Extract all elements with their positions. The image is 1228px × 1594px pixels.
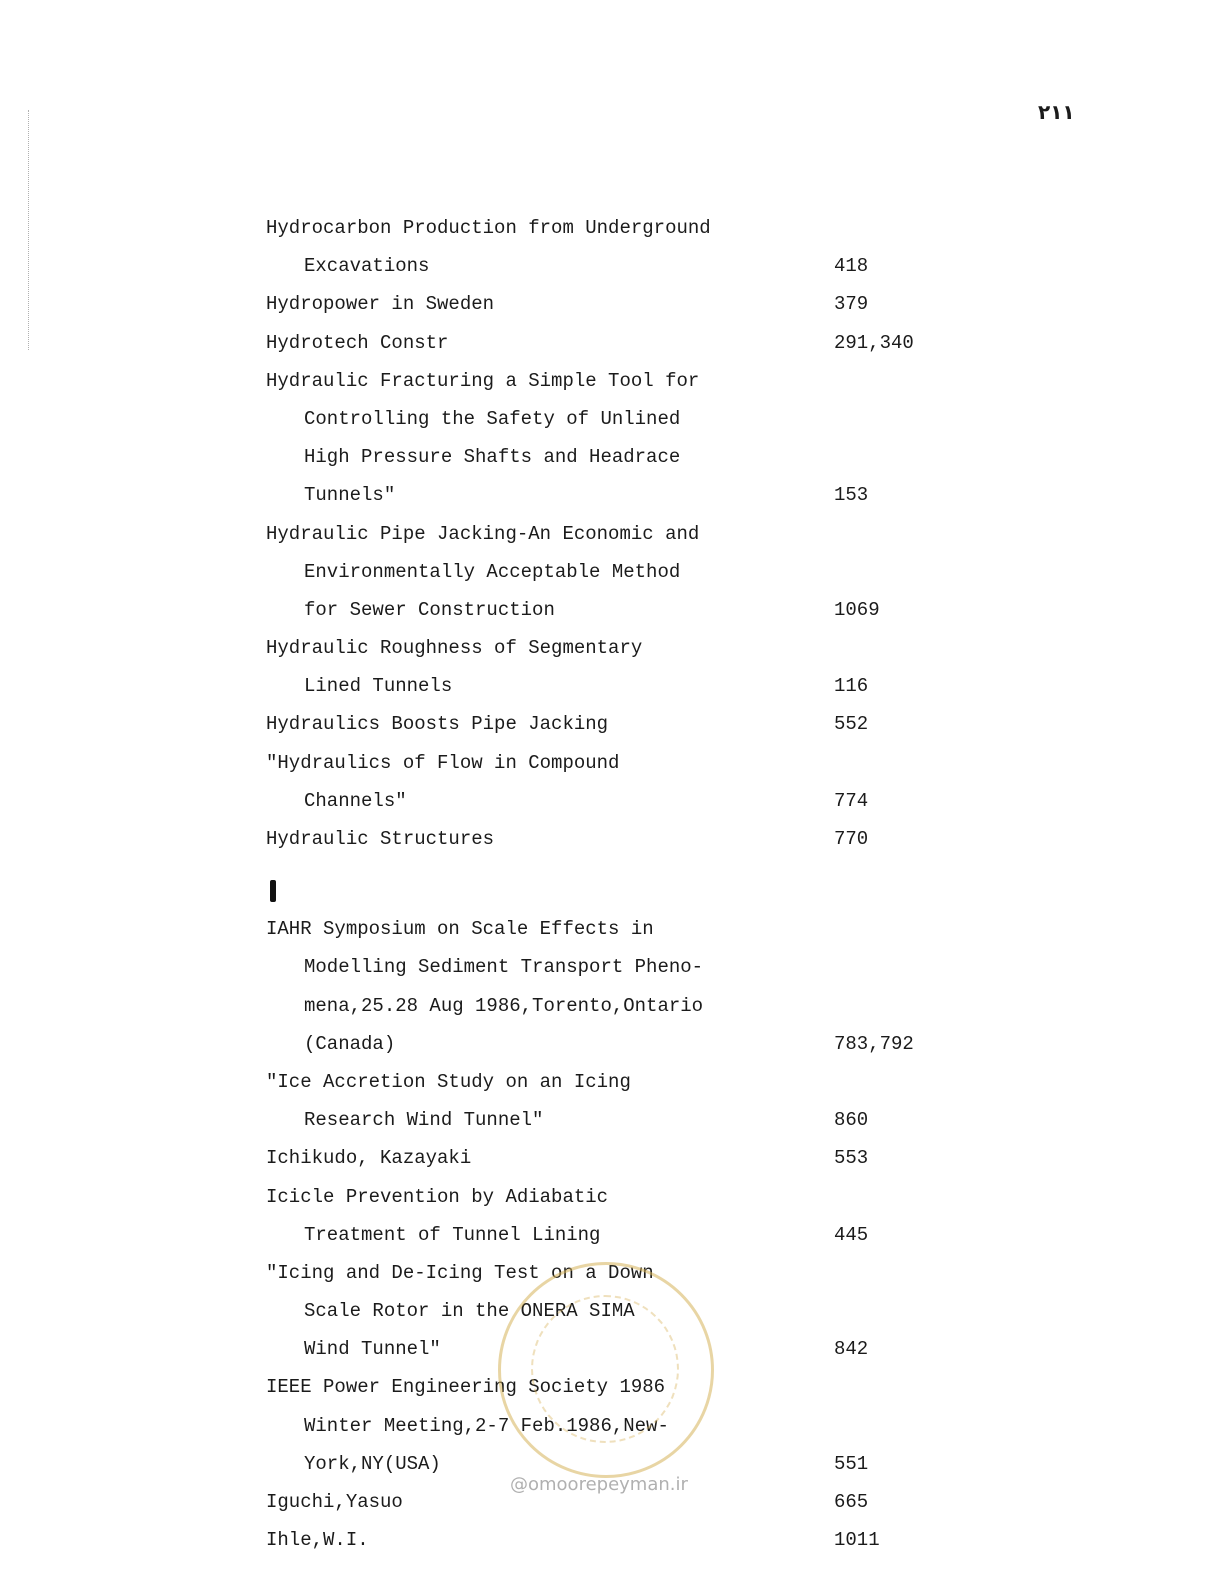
entry-text: Hydraulics Boosts Pipe Jacking: [266, 713, 609, 736]
entry-text: Ihle,W.I.: [266, 1529, 369, 1552]
entry-title-line: [266, 820, 966, 858]
entry-page-numbers: 774: [834, 789, 869, 812]
entry-text: "Hydraulics of Flow in Compound: [266, 751, 620, 774]
entry-text: Lined Tunnels: [304, 675, 453, 698]
entry-page-numbers: 842: [834, 1338, 869, 1361]
entry-continuation-line: [266, 948, 966, 986]
entry-title-line: [266, 515, 966, 553]
index-entry: [266, 744, 966, 820]
entry-title-line: [266, 629, 966, 667]
entry-page-numbers: 665: [834, 1491, 869, 1513]
entry-text: Controlling the Safety of Unlined: [304, 407, 681, 430]
entry-text: Treatment of Tunnel Lining: [304, 1223, 601, 1246]
entry-text: Channels": [304, 789, 407, 812]
entry-title-line: [266, 1521, 966, 1559]
entry-text: Hydraulic Pipe Jacking-An Economic and: [266, 522, 700, 545]
entry-title-line: [266, 362, 966, 400]
entry-page-numbers: 552: [834, 713, 869, 736]
entry-page-numbers: 1011: [834, 1529, 880, 1552]
entry-page-numbers: 291,340: [834, 331, 914, 354]
entry-text: IEEE Power Engineering Society 1986: [266, 1376, 666, 1399]
entry-continuation-line: [266, 438, 966, 476]
entry-continuation-line: [266, 1407, 966, 1445]
index-entry: [266, 1139, 966, 1177]
entry-continuation-line: [266, 667, 966, 705]
entry-page-numbers: 379: [834, 293, 869, 316]
entry-title-line: [266, 1254, 966, 1292]
entry-page-numbers: 418: [834, 255, 869, 278]
entry-continuation-line: [266, 1330, 966, 1368]
index-group-h: [266, 209, 966, 858]
index-entry: [266, 1521, 966, 1559]
entry-text: High Pressure Shafts and Headrace: [304, 446, 681, 469]
entry-text: Ichikudo, Kazayaki: [266, 1147, 472, 1170]
entry-text: York,NY(USA): [304, 1452, 441, 1475]
entry-continuation-line: [266, 1025, 966, 1063]
entry-continuation-line: [266, 247, 966, 285]
entry-page-numbers: 445: [834, 1223, 869, 1246]
entry-title-line: [266, 1139, 966, 1177]
entry-text: IAHR Symposium on Scale Effects in: [266, 918, 654, 941]
entry-text: Winter Meeting,2-7 Feb.1986,New-: [304, 1414, 669, 1437]
index-entry: [266, 285, 966, 323]
entry-text: "Ice Accretion Study on an Icing: [266, 1070, 631, 1093]
index-entry: [266, 1368, 966, 1483]
index-list: [266, 209, 966, 1559]
entry-page-numbers: 860: [834, 1109, 869, 1132]
entry-continuation-line: [266, 591, 966, 629]
entry-continuation-line: [266, 400, 966, 438]
index-entry: [266, 515, 966, 630]
entry-title-line: [266, 705, 966, 743]
entry-continuation-line: [266, 782, 966, 820]
entry-title-line: [266, 744, 966, 782]
entry-text: Wind Tunnel": [304, 1338, 441, 1361]
entry-text: (Canada): [304, 1032, 396, 1055]
entry-page-numbers: 770: [834, 828, 869, 850]
entry-text: Hydraulic Structures: [266, 828, 495, 850]
watermark-text: @omoorepeyman.ir: [510, 1474, 688, 1495]
index-entry: [266, 705, 966, 743]
entry-page-numbers: 553: [834, 1147, 869, 1170]
entry-text: Hydraulic Roughness of Segmentary: [266, 637, 643, 660]
entry-page-numbers: 153: [834, 484, 869, 507]
entry-text: Icicle Prevention by Adiabatic: [266, 1185, 609, 1208]
entry-text: Research Wind Tunnel": [304, 1109, 544, 1132]
entry-continuation-line: [266, 1101, 966, 1139]
index-entry: [266, 1178, 966, 1254]
entry-text: Scale Rotor in the ONERA SIMA: [304, 1300, 635, 1323]
entry-text: Hydraulic Fracturing a Simple Tool for: [266, 369, 700, 392]
entry-page-numbers: 116: [834, 675, 869, 698]
page-number: ۲۱۱: [1038, 100, 1075, 124]
margin-marks: [28, 110, 33, 350]
index-entry: [266, 910, 966, 1063]
index-entry: [266, 629, 966, 705]
section-letter-i: [266, 858, 966, 910]
entry-continuation-line: [266, 1216, 966, 1254]
entry-page-numbers: 783,792: [834, 1032, 914, 1055]
index-entry: [266, 1254, 966, 1369]
entry-continuation-line: [266, 553, 966, 591]
entry-text: Environmentally Acceptable Method: [304, 560, 681, 583]
entry-title-line: [266, 1178, 966, 1216]
entry-text: Excavations: [304, 255, 430, 278]
entry-title-line: [266, 285, 966, 323]
entry-page-numbers: 1069: [834, 598, 880, 621]
entry-text: Hydrocarbon Production from Underground: [266, 217, 711, 239]
entry-title-line: [266, 910, 966, 948]
entry-page-numbers: 551: [834, 1452, 869, 1475]
index-entry: [266, 324, 966, 362]
index-entry: [266, 820, 966, 858]
entry-title-line: [266, 1063, 966, 1101]
entry-text: Iguchi,Yasuo: [266, 1491, 403, 1513]
index-entry: [266, 362, 966, 515]
entry-text: Hydropower in Sweden: [266, 293, 495, 316]
entry-text: Modelling Sediment Transport Pheno-: [304, 956, 704, 979]
entry-continuation-line: [266, 1292, 966, 1330]
entry-text: for Sewer Construction: [304, 598, 555, 621]
entry-continuation-line: [266, 987, 966, 1025]
entry-title-line: [266, 209, 966, 247]
entry-text: Tunnels": [304, 484, 396, 507]
index-entry: [266, 1063, 966, 1139]
entry-text: mena,25.28 Aug 1986,Torento,Ontario: [304, 994, 704, 1017]
entry-title-line: [266, 324, 966, 362]
entry-text: Hydrotech Constr: [266, 331, 449, 354]
index-entry: [266, 209, 966, 285]
entry-continuation-line: [266, 476, 966, 514]
entry-text: "Icing and De-Icing Test on a Down: [266, 1261, 654, 1284]
index-group-i: [266, 910, 966, 1559]
entry-title-line: [266, 1368, 966, 1406]
